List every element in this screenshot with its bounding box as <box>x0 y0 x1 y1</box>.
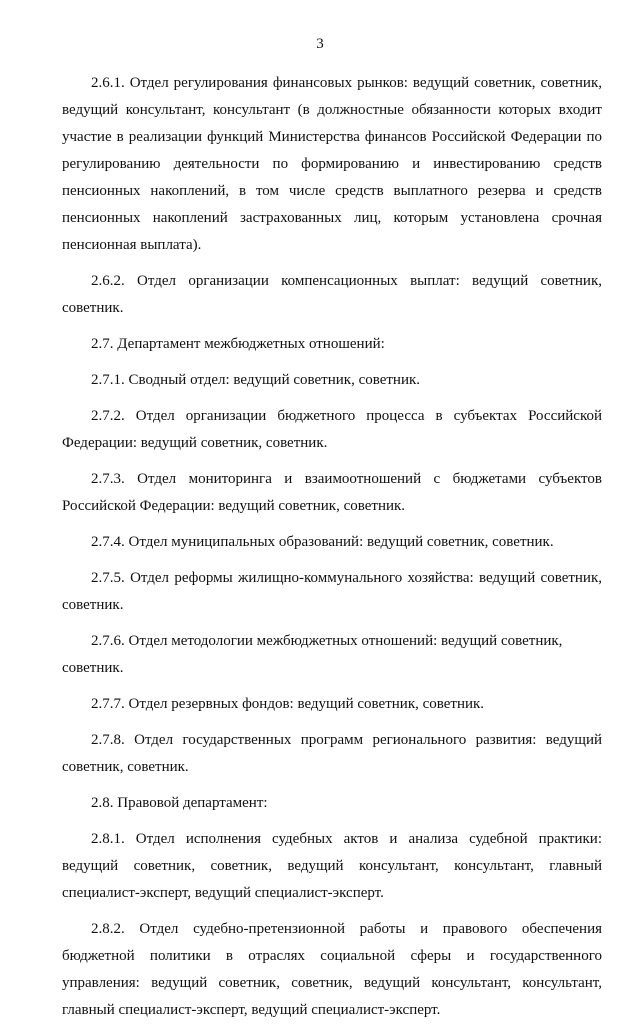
paragraph-2-7-4: 2.7.4. Отдел муниципальных образований: ведущий советник, советник. <box>91 534 554 550</box>
document-body <box>62 70 602 1033</box>
paragraph-2-7-6: 2.7.6. Отдел методологии межбюджетных отношений: ведущий советник, советник. <box>62 633 563 676</box>
paragraph-2-7-7: 2.7.7. Отдел резервных фондов: ведущий советник, советник. <box>91 696 485 712</box>
paragraph-2-8-2: 2.8.2. Отдел судебно-претензионной работы и правового обеспечения бюджетной политики в отраслях социальной сферы и государственного управления: ведущий советник, советник, ведущий консультант, консультант, главный специалист-эксперт, ведущий специалист-эксперт. <box>62 921 602 1018</box>
paragraph-2-7-2: 2.7.2. Отдел организации бюджетного процесса в субъектах Российской Федерации: ведущий советник, советник. <box>62 408 602 451</box>
paragraph-2-6-2: 2.6.2. Отдел организации компенсационных выплат: ведущий советник, советник. <box>62 273 602 316</box>
page-number: 3 <box>316 36 324 52</box>
paragraph-2-7-heading: 2.7. Департамент межбюджетных отношений: <box>91 336 385 352</box>
paragraph-2-8-heading: 2.8. Правовой департамент: <box>91 795 268 811</box>
paragraph-2-7-3: 2.7.3. Отдел мониторинга и взаимоотношений с бюджетами субъектов Российской Федерации: ведущий советник, советник. <box>62 471 602 514</box>
paragraph-2-8-1: 2.8.1. Отдел исполнения судебных актов и анализа судебной практики: ведущий советник, советник, ведущий консультант, консультант, главный специалист-эксперт, ведущий специалист-эксперт. <box>62 831 602 901</box>
paragraph-2-7-8: 2.7.8. Отдел государственных программ регионального развития: ведущий советник, советник. <box>62 732 602 775</box>
paragraph-2-7-5: 2.7.5. Отдел реформы жилищно-коммунального хозяйства: ведущий советник, советник. <box>62 570 602 613</box>
paragraph-2-6-1: 2.6.1. Отдел регулирования финансовых рынков: ведущий советник, советник, ведущий консультант, консультант (в должностные обязанности которых входит участие в реализации функций Министерства финансов Российской Федерации по регулированию деятельности по формированию и инвестированию средств пенсионных накоплений, в том числе средств выплатного резерва и средств пенсионных накоплений застрахованных лиц, которым установлена срочная пенсионная выплата). <box>62 75 602 253</box>
paragraph-2-7-1: 2.7.1. Сводный отдел: ведущий советник, советник. <box>91 372 421 388</box>
